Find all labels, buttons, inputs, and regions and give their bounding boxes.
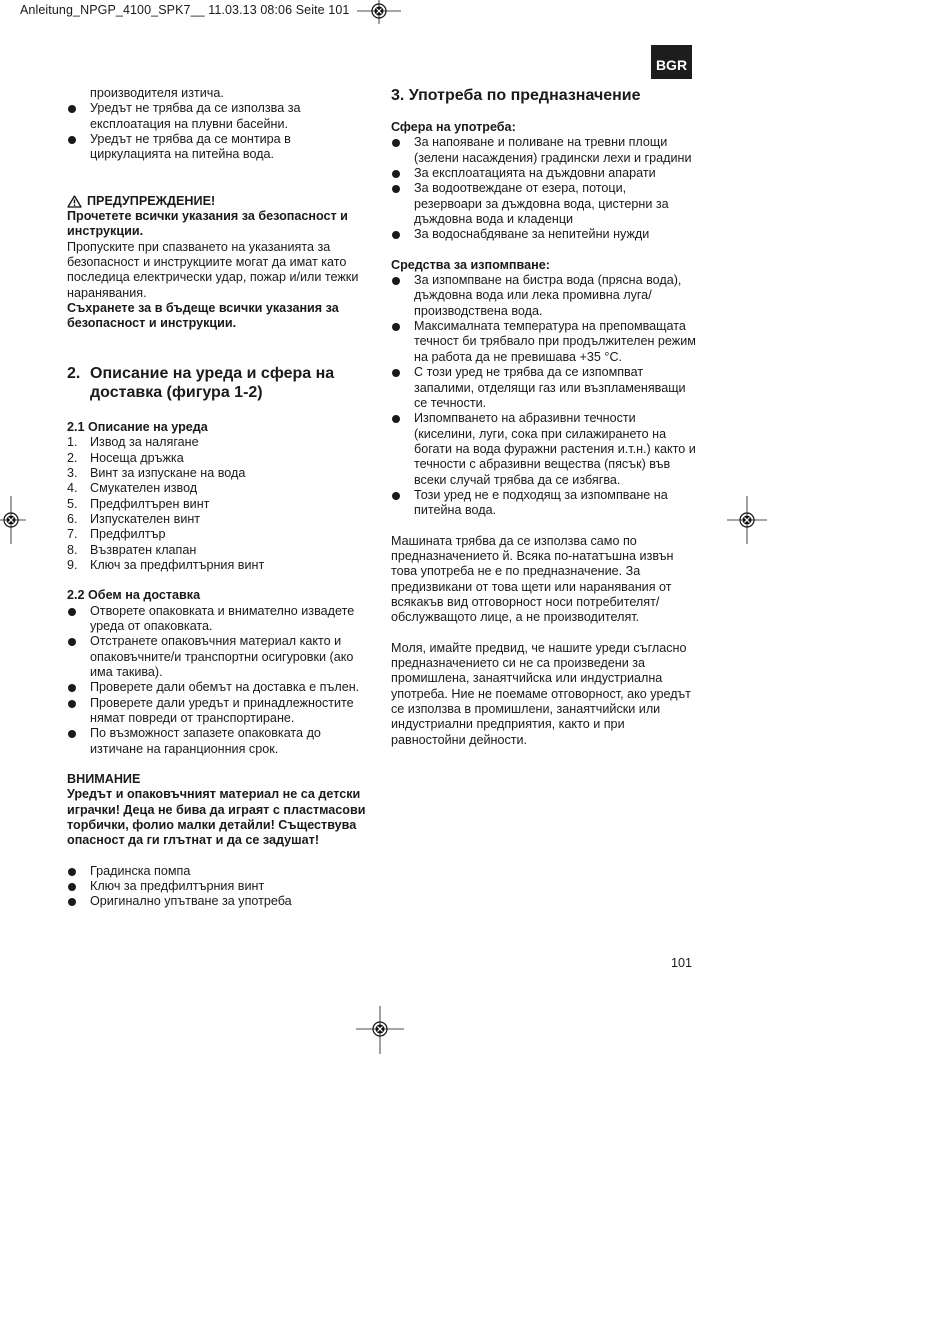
list-item: 5. Предфилтърен винт [67, 496, 210, 511]
media-list [391, 273, 696, 519]
list-item: 7. Предфилтър [67, 527, 166, 542]
attention-text: Уредът и опаковъчният материал не са детски играчки! Деца не бива да играят с пластмасови торбички, фолио малки детайли! Съществува опасност да ги глътнат и да се задушат! [67, 787, 366, 848]
right-column [391, 86, 696, 748]
list-item: 2. Носеща дръжка [67, 450, 184, 465]
parts-list [67, 435, 372, 573]
subsection-2-1-heading: 2.1 Описание на уреда [67, 419, 208, 434]
section-2-heading [67, 364, 372, 403]
list-item: Проверете дали обемът на доставка е пълен. [67, 680, 372, 695]
list-item: 1. Извод за налягане [67, 435, 199, 450]
attention-heading: ВНИМАНИЕ [67, 772, 141, 787]
delivery-contents-list [67, 864, 372, 910]
list-item: За напояване и поливане на тревни площи (зелени насаждения) градински лехи и градини [391, 135, 696, 166]
list-item: Уредът не трябва да се монтира в циркулацията на питейна вода. [67, 132, 372, 163]
list-item: Този уред не е подходящ за изпомпване на питейна вода. [391, 488, 696, 519]
list-item: По възможност запазете опаковката до изтичане на гаранционния срок. [67, 726, 372, 757]
list-item: 6. Изпускателен винт [67, 511, 201, 526]
continued-text: производителя изтича. [90, 86, 224, 100]
warning-bold-text: Прочетете всички указания за безопасност и инструкции. [67, 209, 348, 239]
list-item: С този уред не трябва да се изпомпват запалими, отделящи газ или възпламеняващи се течности. [391, 365, 696, 411]
list-item: За водоснабдяване за непитейни нужди [391, 227, 696, 242]
list-item: Градинска помпа [67, 864, 372, 879]
warning-heading [67, 194, 372, 209]
list-item: Оригинално упътване за употреба [67, 894, 372, 909]
list-item: 9. Ключ за предфилтърния винт [67, 557, 265, 572]
registration-mark-icon [356, 1006, 404, 1054]
list-item: Изпомпването на абразивни течности (киселини, луги, сока при силажирането на богати на вода фуражни растения и.т.н.) както и течности с абразивни вещества (пясък) във всеки случай трябва да се избягва. [391, 411, 696, 488]
section-3-heading: 3. Употреба по предназначение [391, 87, 641, 104]
warning-text: Пропуските при спазването на указанията за безопасност и инструкциите могат да имат като последица електрически удар, пожар и/или тежки наранявания. [67, 239, 359, 300]
list-item: 8. Възвратен клапан [67, 542, 197, 557]
media-heading: Средства за изпомпване: [391, 257, 550, 272]
left-column [67, 86, 372, 910]
registration-mark-icon [727, 496, 767, 544]
list-item: Уредът не трябва да се използва за експлоатация на плувни басейни. [67, 101, 372, 132]
registration-mark-icon [0, 496, 26, 544]
warning-title: ПРЕДУПРЕЖДЕНИЕ! [87, 193, 216, 208]
list-item: Максималната температура на препомващата течност би трябвало при продължителен режим на работа да не превишава +35 °C. [391, 319, 696, 365]
warning-bold-text: Съхранете за в бъдеще всички указания за безопасност и инструкции. [67, 301, 339, 331]
print-slug: Anleitung_NPGP_4100_SPK7__ 11.03.13 08:06 Seite 101 [20, 3, 350, 17]
list-item: За изпомпване на бистра вода (прясна вода), дъждовна вода или лека промивна луга/производствена вода. [391, 273, 696, 319]
page-number: 101 [671, 956, 693, 970]
subsection-2-2-heading: 2.2 Обем на доставка [67, 588, 201, 603]
list-item: Проверете дали уредът и принадлежностите нямат повреди от транспортиране. [67, 696, 372, 727]
list-item: 3. Винт за изпускане на вода [67, 465, 246, 480]
scope-heading: Сфера на употреба: [391, 120, 516, 134]
list-item: 4. Смукателен извод [67, 481, 198, 496]
list-item: Ключ за предфилтърния винт [67, 879, 372, 894]
section-number: 2. [67, 364, 81, 382]
liability-paragraph: Моля, имайте предвид, че нашите уреди съгласно предназначението си не са произведени за промишлена, занаятчийска или индустриална употреба. Ние не поемаме отговорност, ако уредът се използва в промишлени, занаятчийски или индустриални предприятия, както и при равностойни дейности. [391, 640, 691, 747]
scope-list [391, 135, 696, 242]
warning-triangle-icon [67, 195, 82, 208]
language-badge: BGR [651, 45, 692, 79]
delivery-steps-list [67, 604, 372, 757]
intro-bullet-list [67, 101, 372, 162]
list-item: За водоотвеждане от езера, потоци, резервоари за дъждовна вода, цистерни за дъждовна вода и кладенци [391, 181, 696, 227]
registration-mark-icon [355, 0, 403, 24]
section-title: Описание на уреда и сфера на доставка (фигура 1-2) [90, 364, 335, 402]
list-item: Отстранете опаковъчния материал както и опаковъчните/и транспортни осигуровки (ако има такива). [67, 634, 372, 680]
list-item: За експлоатацията на дъждовни апарати [391, 166, 696, 181]
list-item: Отворете опаковката и внимателно извадете уреда от опаковката. [67, 604, 372, 635]
intended-use-paragraph: Машината трябва да се използва само по предназначението й. Всяка по-нататъшна извън това употреба не е по предназначение. За предизвикани от това щети или наранявания от всякакъв вид отговорност носи потребителят/обслужващото лице, а не производителят. [391, 533, 674, 625]
